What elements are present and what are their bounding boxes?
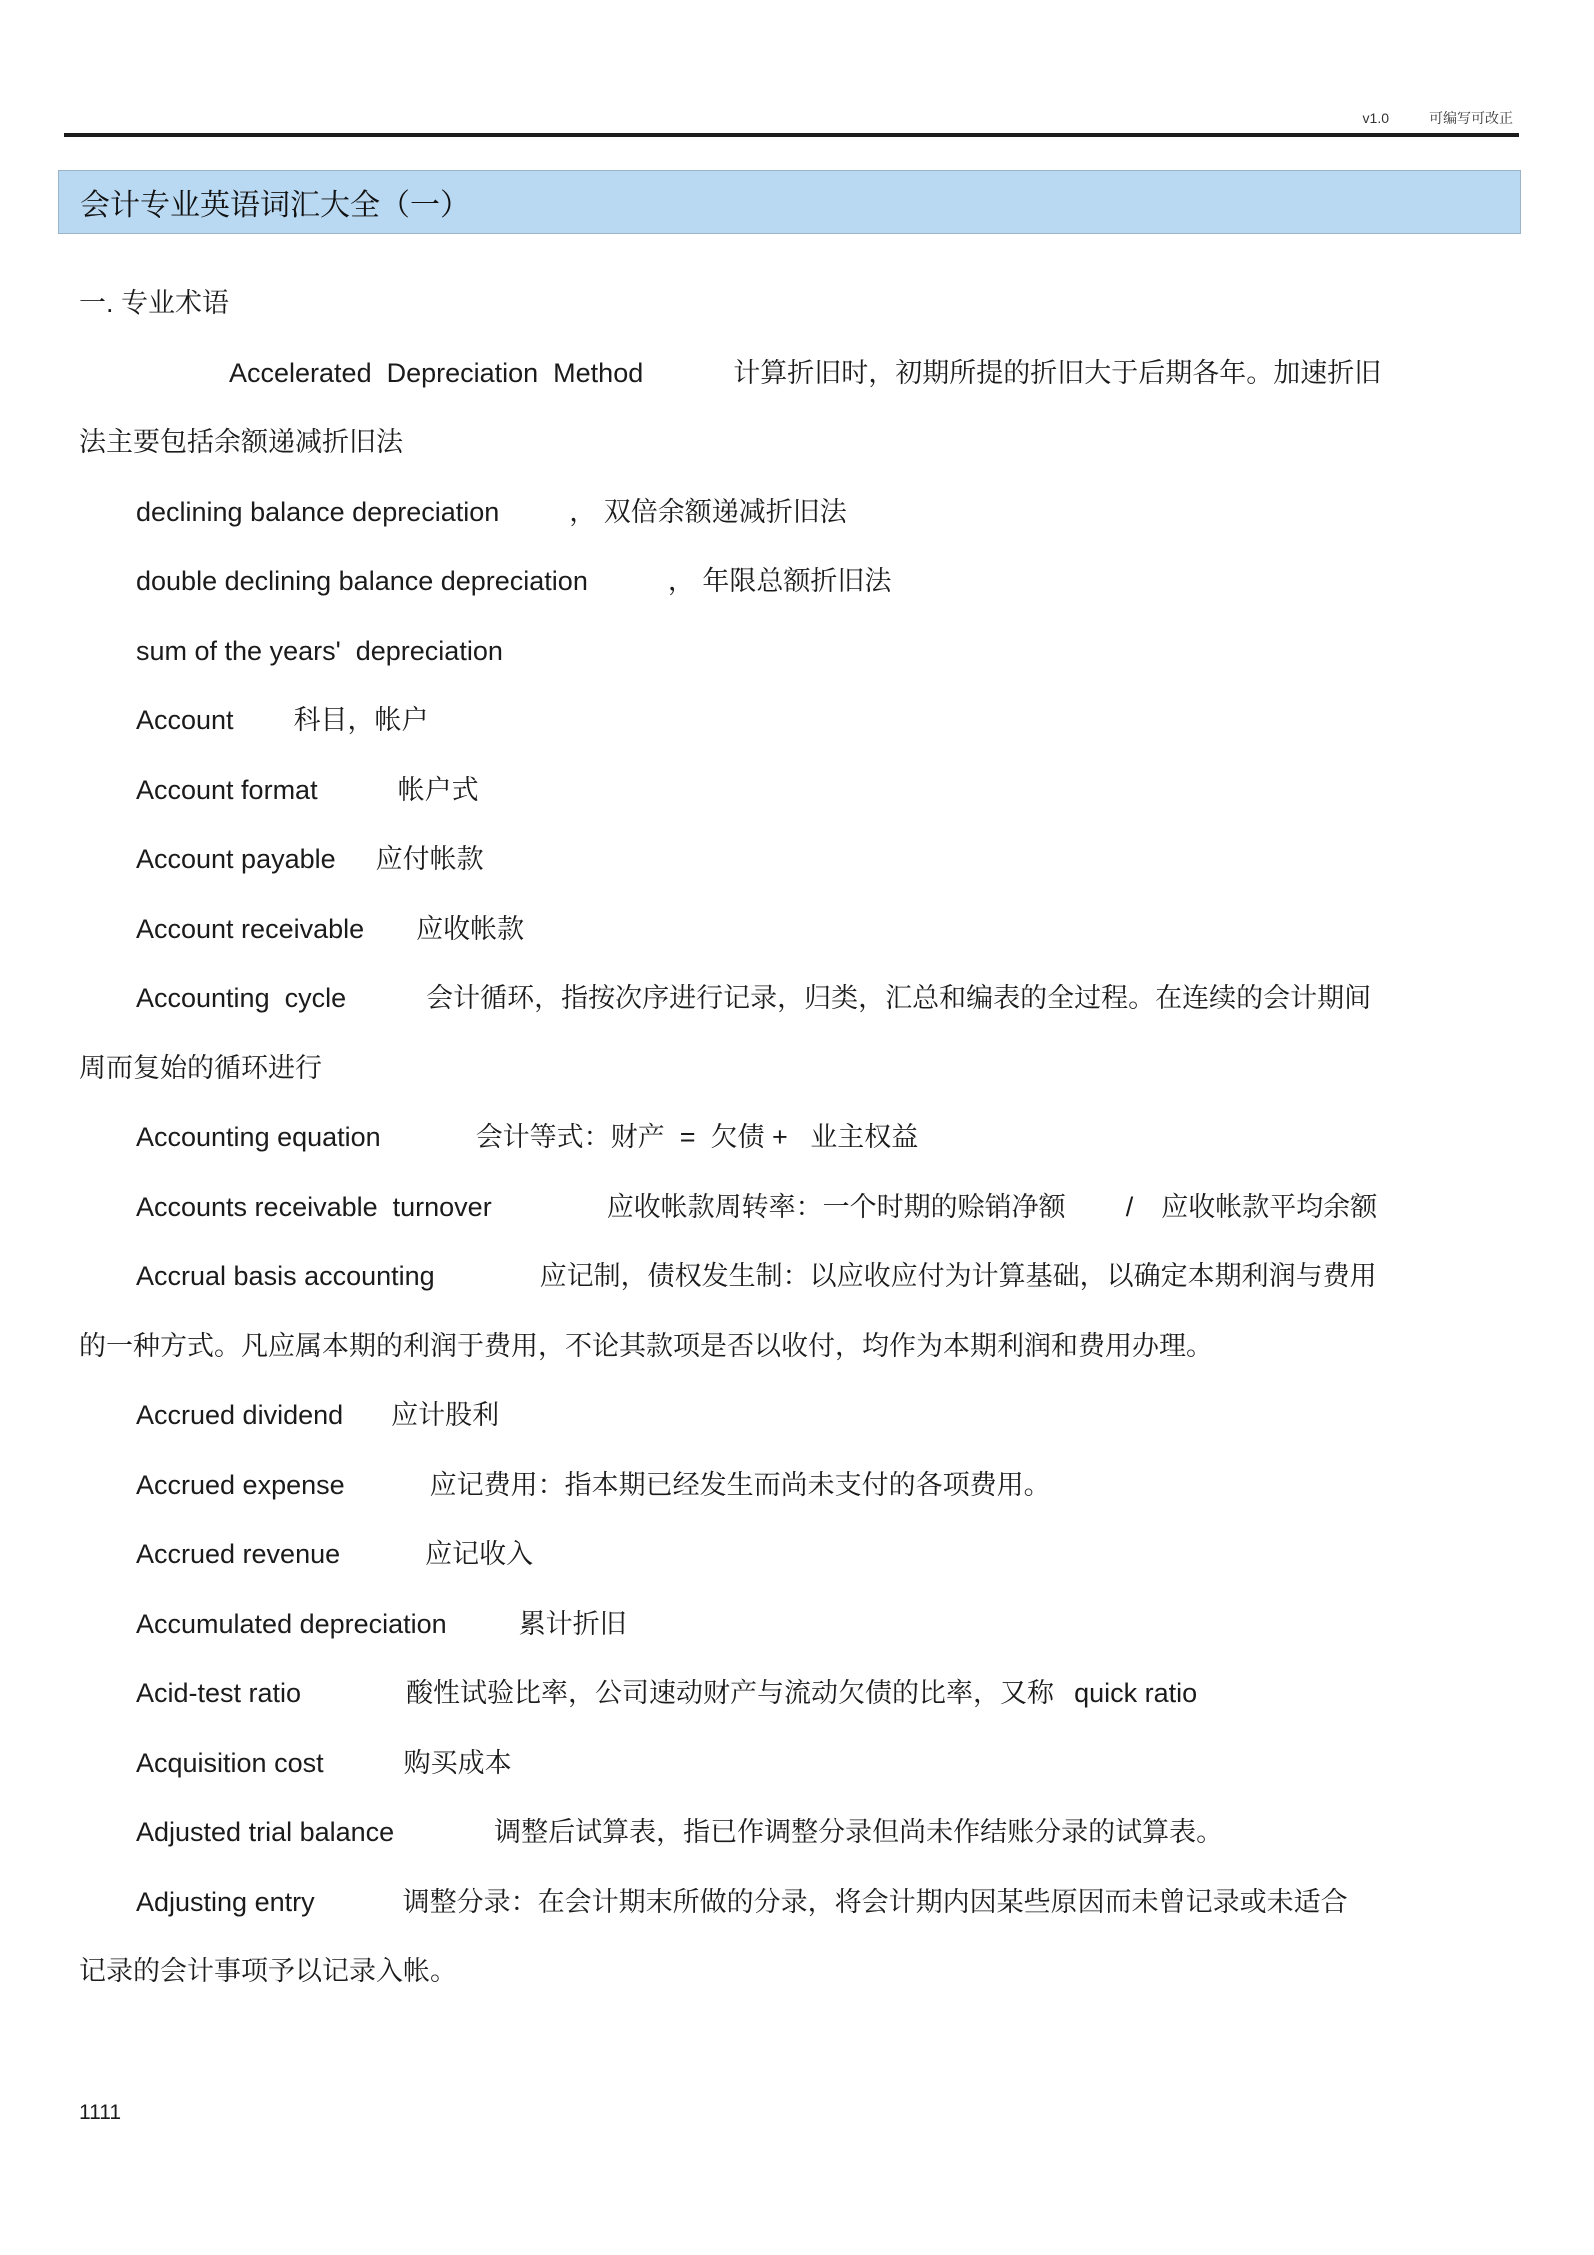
doc-line <box>0 1242 1594 1312</box>
definition-text: 调整分录：在会计期末所做的分录，将会计期内因某些原因而未曾记录或未适合 <box>402 1886 1348 1917</box>
definition-text: 应记制，债权发生制：以应收应付为计算基础，以确定本期利润与费用 <box>539 1261 1377 1291</box>
doc-line <box>0 1868 1594 1938</box>
definition-text: 的一种方式。凡应属本期的利润于费用，不论其款项是否以收付，均作为本期利润和费用办理。 <box>79 1330 1213 1361</box>
term-text: Acquisition cost <box>136 1747 324 1778</box>
definition-text: 科目，帐户 <box>293 705 429 735</box>
page-header <box>0 108 1513 128</box>
term-text: Acid-test ratio <box>136 1678 302 1708</box>
definition-text: 调整后试算表，指已作调整分录但尚未作结账分录的试算表。 <box>494 1817 1224 1847</box>
doc-line <box>0 1937 1594 2007</box>
section-heading <box>0 269 1594 339</box>
doc-line <box>0 1451 1594 1521</box>
definition-text: 一. 专业术语 <box>79 288 230 318</box>
version-label: v1.0 <box>1362 110 1389 126</box>
definition-text: 计算折旧时，初期所提的折旧大于后期各年。加速折旧 <box>733 357 1382 388</box>
doc-line <box>0 895 1594 965</box>
header-divider <box>64 133 1519 137</box>
definition-text: 酸性试验比率，公司速动财产与流动欠债的比率，又称 <box>406 1678 1055 1708</box>
term-text: Accounting cycle <box>136 983 347 1013</box>
doc-line <box>0 1381 1594 1451</box>
term-text: Account <box>136 705 234 735</box>
term-text: Accounts receivable turnover <box>136 1191 492 1222</box>
page-title: 会计专业英语词汇大全（一） <box>80 189 470 222</box>
term-text: Accrued revenue <box>136 1539 341 1569</box>
term-text: Accounting equation <box>136 1122 381 1152</box>
definition-text: 应计股利 <box>391 1400 500 1430</box>
term-text: Account payable <box>136 844 336 874</box>
term-text: Account receivable <box>136 913 365 944</box>
doc-lines <box>0 269 1594 2007</box>
definition-text: ， 双倍余额递减折旧法 <box>569 496 847 527</box>
term-text: Accumulated depreciation <box>136 1608 447 1639</box>
definition-text: 帐户式 <box>397 774 479 805</box>
term-text: Accrued dividend <box>136 1400 344 1430</box>
definition-text: 购买成本 <box>403 1747 512 1778</box>
definition-text: 应收帐款平均余额 <box>1161 1191 1378 1222</box>
definition-text: 周而复始的循环进行 <box>79 1052 322 1083</box>
definition-text: 应付帐款 <box>375 844 484 874</box>
term-text: Accrual basis accounting <box>136 1261 435 1291</box>
doc-line <box>0 1798 1594 1868</box>
term-text: Account format <box>136 774 318 805</box>
term-text: quick ratio <box>1074 1678 1198 1708</box>
term-text: Adjusting entry <box>136 1886 315 1917</box>
term-text: Adjusted trial balance <box>136 1817 395 1847</box>
doc-line <box>0 1659 1594 1729</box>
definition-text: 应记费用：指本期已经发生而尚未支付的各项费用。 <box>429 1469 1051 1500</box>
doc-line <box>0 408 1594 478</box>
definition-text: 应收帐款 <box>416 913 525 944</box>
term-text: double declining balance depreciation <box>136 566 588 596</box>
definition-text: ， 年限总额折旧法 <box>667 566 892 596</box>
doc-line <box>0 825 1594 895</box>
term-text: Accrued expense <box>136 1469 345 1500</box>
doc-line <box>0 1520 1594 1590</box>
doc-line <box>0 1590 1594 1660</box>
doc-line <box>0 686 1594 756</box>
definition-text: 记录的会计事项予以记录入帐。 <box>79 1956 457 1986</box>
doc-line <box>0 478 1594 548</box>
title-bar <box>58 170 1521 234</box>
doc-line <box>0 339 1594 409</box>
definition-text: 法主要包括余额递减折旧法 <box>79 427 403 457</box>
definition-text: 累计折旧 <box>518 1608 627 1639</box>
doc-line <box>0 1312 1594 1382</box>
doc-line <box>0 1729 1594 1799</box>
term-text: declining balance depreciation <box>136 496 500 527</box>
definition-text: 会计循环，指按次序进行记录，归类，汇总和编表的全过程。在连续的会计期间 <box>426 983 1372 1013</box>
definition-text: 应记收入 <box>425 1539 534 1569</box>
doc-line <box>0 617 1594 687</box>
doc-line <box>0 964 1594 1034</box>
doc-line <box>0 1173 1594 1243</box>
doc-line <box>0 756 1594 826</box>
doc-line <box>0 547 1594 617</box>
term-text: / <box>1125 1191 1134 1222</box>
term-text: Accelerated Depreciation Method <box>229 357 644 388</box>
doc-line <box>0 1103 1594 1173</box>
term-text: sum of the years' depreciation <box>136 635 503 666</box>
page-number: 1111 <box>79 2101 122 2124</box>
definition-text: 应收帐款周转率：一个时期的赊销净额 <box>606 1191 1066 1222</box>
header-note: 可编写可改正 <box>1429 110 1513 126</box>
definition-text: 会计等式：财产 = 欠债 + 业主权益 <box>475 1122 919 1152</box>
doc-line <box>0 1034 1594 1104</box>
